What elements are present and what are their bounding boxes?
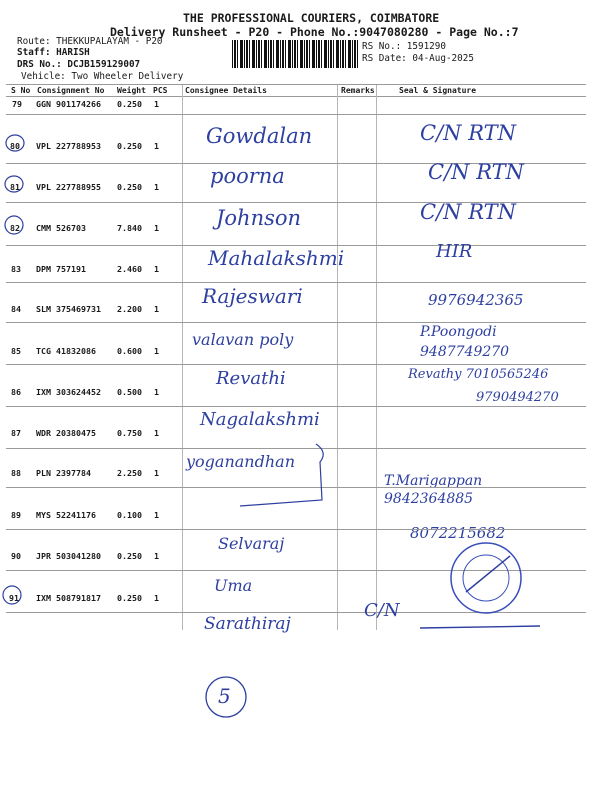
consignment-no: SLM 375469731 — [36, 304, 101, 314]
pcs: 1 — [154, 304, 159, 314]
hospital-stamp — [451, 543, 521, 613]
bracket-mark — [240, 444, 323, 506]
consignment-no: MYS 52241176 — [36, 510, 96, 520]
pcs: 1 — [154, 428, 159, 438]
consignee-handwriting: Gowdalan — [206, 124, 313, 148]
runsheet-title: Delivery Runsheet - P20 - Phone No.:9047080280 - Page No.:7 — [110, 25, 519, 39]
sno: 82 — [10, 223, 20, 233]
drs-number: DRS No.: DCJB159129007 — [17, 59, 141, 70]
weight: 0.750 — [117, 428, 142, 438]
consignee-handwriting: Revathi — [216, 368, 286, 389]
consignee-handwriting: Mahalakshmi — [208, 246, 345, 270]
sno: 80 — [10, 141, 20, 151]
pcs: 1 — [154, 468, 159, 478]
pcs: 1 — [154, 593, 159, 603]
col-consignment: Consignment No — [37, 86, 105, 95]
signature-handwriting: P.Poongodi 9487749270 — [420, 324, 510, 360]
consignment-no: PLN 2397784 — [36, 468, 91, 478]
signature-handwriting: C/N RTN — [420, 200, 517, 224]
consignment-no: VPL 227788955 — [36, 182, 101, 192]
staff-text: Staff: HARISH — [17, 47, 90, 58]
weight: 0.500 — [117, 387, 142, 397]
consignment-no: CMM 526703 — [36, 223, 86, 233]
circle-mark-80 — [6, 135, 24, 151]
consignee-handwriting: poorna — [210, 164, 285, 188]
weight: 0.250 — [117, 182, 142, 192]
consignment-no: VPL 227788953 — [36, 141, 101, 151]
sarathiraj-handwriting: Sarathiraj — [204, 614, 291, 634]
consignee-handwriting: Selvaraj — [218, 534, 285, 553]
sno: 83 — [11, 264, 21, 274]
col-weight: Weight — [117, 86, 146, 95]
col-pcs: PCS — [153, 86, 168, 95]
pcs: 1 — [154, 182, 159, 192]
consignee-handwriting: Rajeswari — [202, 284, 303, 308]
sno: 79 — [12, 99, 22, 109]
consignee-handwriting: Nagalakshmi — [200, 409, 320, 430]
consignment-no: TCG 41832086 — [36, 346, 96, 356]
consignee-handwriting: yoganandhan — [186, 452, 295, 471]
col-remarks: Remarks — [341, 86, 375, 95]
pcs: 1 — [154, 551, 159, 561]
sno: 89 — [11, 510, 21, 520]
consignment-no: DPM 757191 — [36, 264, 86, 274]
weight: 0.600 — [117, 346, 142, 356]
strike-mark — [420, 626, 540, 628]
cn-handwriting: C/N — [364, 600, 400, 621]
pcs: 1 — [154, 346, 159, 356]
weight: 0.250 — [117, 99, 142, 109]
page-mark-handwriting: 5 — [218, 684, 231, 708]
signature-handwriting: 9790494270 — [476, 390, 559, 405]
signature-handwriting: 8072215682 — [410, 524, 506, 542]
pcs: 1 — [154, 223, 159, 233]
signature-handwriting: T.Marigappan 9842364885 — [384, 473, 483, 507]
sno: 88 — [11, 468, 21, 478]
weight: 2.250 — [117, 468, 142, 478]
consignee-handwriting: valavan poly — [192, 330, 294, 349]
consignment-no: GGN 901174266 — [36, 99, 101, 109]
pcs: 1 — [154, 387, 159, 397]
pcs: 1 — [154, 141, 159, 151]
consignment-no: JPR 503041280 — [36, 551, 101, 561]
consignee-handwriting: Uma — [214, 576, 253, 595]
consignment-no: IXM 508791817 — [36, 593, 101, 603]
signature-handwriting: C/N RTN — [420, 121, 517, 145]
company-title: THE PROFESSIONAL COURIERS, COIMBATORE — [183, 11, 440, 25]
rs-number: RS No.: 1591290 — [362, 41, 446, 52]
consignee-handwriting: Johnson — [216, 206, 302, 230]
vehicle-text: Vehicle: Two Wheeler Delivery — [21, 71, 184, 82]
sno: 85 — [11, 346, 21, 356]
weight: 2.460 — [117, 264, 142, 274]
pcs: 1 — [154, 99, 159, 109]
rs-date: RS Date: 04-Aug-2025 — [362, 53, 474, 64]
col-sno: S No — [11, 86, 31, 95]
sno: 81 — [10, 182, 20, 192]
sno: 90 — [11, 551, 21, 561]
sno: 84 — [11, 304, 21, 314]
signature-handwriting: 9976942365 — [428, 291, 524, 309]
route-text: Route: THEKKUPALAYAM - P20 — [17, 36, 163, 47]
weight: 0.250 — [117, 551, 142, 561]
signature-handwriting: Revathy 7010565246 — [408, 367, 549, 382]
col-seal-signature: Seal & Signature — [399, 86, 477, 95]
signature-handwriting: C/N RTN — [428, 160, 525, 184]
signature-handwriting: HIR — [436, 241, 473, 262]
consignment-no: IXM 303624452 — [36, 387, 101, 397]
weight: 2.200 — [117, 304, 142, 314]
weight: 0.250 — [117, 141, 142, 151]
pcs: 1 — [154, 510, 159, 520]
sno: 86 — [11, 387, 21, 397]
consignment-no: WDR 20380475 — [36, 428, 96, 438]
circle-mark-91 — [3, 586, 21, 604]
weight: 0.100 — [117, 510, 142, 520]
weight: 7.840 — [117, 223, 142, 233]
weight: 0.250 — [117, 593, 142, 603]
circle-mark-82 — [5, 216, 23, 234]
circle-mark-81 — [5, 176, 23, 192]
sno: 91 — [9, 593, 19, 603]
pcs: 1 — [154, 264, 159, 274]
sno: 87 — [11, 428, 21, 438]
col-consignee: Consignee Details — [185, 86, 267, 95]
